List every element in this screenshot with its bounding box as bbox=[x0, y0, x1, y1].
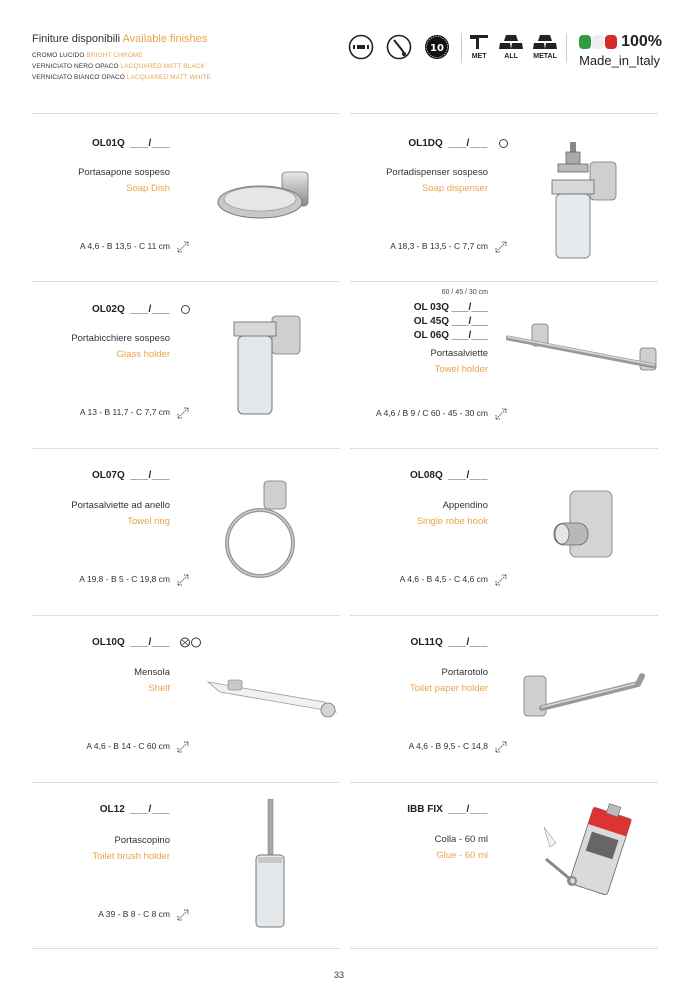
mounting-wrench-icon bbox=[347, 33, 375, 61]
shelf-image bbox=[204, 672, 340, 722]
dimensions-icon bbox=[176, 573, 190, 587]
product-name-it: Colla - 60 ml bbox=[434, 834, 488, 845]
flag-green-icon bbox=[579, 35, 591, 49]
product-code: OL07Q ___/___ bbox=[91, 470, 170, 481]
glue-tube-image bbox=[536, 803, 646, 903]
product-code: OL02Q ___/___ bbox=[91, 304, 170, 315]
finish-options-icon bbox=[180, 637, 202, 648]
row-divider bbox=[350, 948, 658, 949]
product-name-it: Mensola bbox=[134, 667, 170, 678]
metal-label: METAL bbox=[533, 53, 557, 60]
product-card[interactable] bbox=[32, 449, 340, 613]
optional-finish-circle-icon bbox=[499, 139, 508, 148]
row-divider bbox=[32, 948, 340, 949]
product-code: OL11Q ___/___ bbox=[410, 637, 488, 648]
page-number: 33 bbox=[333, 970, 344, 980]
badges bbox=[347, 33, 662, 68]
product-name-it: Portasalviette bbox=[430, 348, 488, 359]
made-in-italy-badge bbox=[579, 33, 662, 68]
product-code: OL10Q ___/___ bbox=[91, 637, 170, 648]
finish-en: LACQUARED MATT BLACK bbox=[120, 63, 206, 70]
all-badge bbox=[498, 33, 524, 60]
met-badge bbox=[468, 33, 490, 60]
badge-separator bbox=[566, 33, 567, 63]
dimensions-icon bbox=[176, 740, 190, 754]
all-label: ALL bbox=[504, 53, 518, 60]
dimensions-icon bbox=[176, 908, 190, 922]
product-dimensions: A 18,3 - B 13,5 - C 7,7 cm bbox=[390, 241, 488, 251]
robe-hook-image bbox=[550, 489, 620, 561]
product-card[interactable] bbox=[350, 114, 658, 278]
product-code: OL08Q ___/___ bbox=[409, 470, 488, 481]
italian-flag-row bbox=[579, 33, 662, 51]
product-dimensions: A 4,6 / B 9 / C 60 - 45 - 30 cm bbox=[376, 408, 488, 418]
ten-year-warranty-icon bbox=[423, 33, 451, 61]
ten-label: 10 bbox=[430, 43, 445, 54]
product-code: OL12 ___/___ bbox=[99, 804, 170, 815]
flag-red-icon bbox=[605, 35, 617, 49]
product-code-line: OL 45Q ___/___ bbox=[413, 316, 488, 327]
product-name-it: Appendino bbox=[442, 500, 488, 511]
towel-ring-image bbox=[222, 479, 302, 589]
product-name-en: Toilet brush holder bbox=[92, 851, 170, 862]
toilet-paper-holder-image bbox=[518, 666, 648, 736]
toilet-brush-holder-image bbox=[250, 799, 290, 931]
product-card[interactable] bbox=[350, 449, 658, 613]
all-bars-icon bbox=[498, 33, 524, 51]
product-name-it: Portasalviette ad anello bbox=[71, 500, 170, 511]
product-card[interactable] bbox=[350, 616, 658, 780]
product-dimensions: A 39 - B 8 - C 8 cm bbox=[98, 909, 170, 919]
met-label: MET bbox=[471, 53, 487, 60]
met-icon bbox=[468, 33, 490, 51]
product-card[interactable] bbox=[350, 282, 658, 446]
metal-bars-icon bbox=[532, 33, 558, 51]
product-card[interactable] bbox=[32, 114, 340, 278]
product-card[interactable] bbox=[32, 282, 340, 446]
soap-dish-image bbox=[212, 164, 322, 234]
finish-it: VERNICIATO NERO OPACO bbox=[32, 63, 119, 70]
dimensions-icon bbox=[494, 240, 508, 254]
glass-holder-image bbox=[230, 312, 310, 422]
product-code-line: OL 06Q ___/___ bbox=[413, 330, 488, 341]
product-dimensions: A 13 - B 11,7 - C 7,7 cm bbox=[79, 407, 170, 417]
soap-dispenser-image bbox=[550, 142, 630, 264]
badge-separator bbox=[461, 33, 462, 63]
product-name-it: Portarotolo bbox=[441, 667, 488, 678]
product-code: OL01Q ___/___ bbox=[91, 138, 170, 149]
product-name-it: Portadispenser sospeso bbox=[386, 167, 488, 178]
finish-it: CROMO LUCIDO bbox=[32, 52, 85, 59]
product-name-en: Glass holder bbox=[116, 349, 170, 360]
finishes-title-it: Finiture disponibili bbox=[32, 33, 121, 45]
finish-it: VERNICIATO BIANCO OPACO bbox=[32, 74, 125, 81]
product-code: IBB FIX ___/___ bbox=[407, 804, 488, 815]
flag-white-icon bbox=[592, 35, 604, 49]
product-dimensions: A 4,6 - B 13,5 - C 11 cm bbox=[79, 241, 170, 251]
product-dimensions: A 4,6 - B 9,5 - C 14,8 bbox=[408, 741, 488, 751]
product-name-en: Single robe hook bbox=[416, 516, 488, 527]
finish-en: LACQUARED MATT WHITE bbox=[126, 74, 211, 81]
product-name-en: Shelf bbox=[148, 683, 170, 694]
finish-en: BRIGHT CHROME bbox=[86, 52, 143, 59]
header bbox=[32, 33, 662, 93]
product-name-it: Portabicchiere sospeso bbox=[71, 333, 170, 344]
product-dimensions: A 19,8 - B 5 - C 19,8 cm bbox=[79, 574, 170, 584]
product-name-en: Soap Dish bbox=[126, 183, 170, 194]
product-card[interactable] bbox=[32, 616, 340, 780]
screw-fixing-icon bbox=[385, 33, 413, 61]
product-name-en: Glue - 60 ml bbox=[436, 850, 488, 861]
optional-finish-circle-icon bbox=[181, 305, 190, 314]
product-name-it: Portascopino bbox=[114, 835, 170, 846]
product-name-en: Soap dispenser bbox=[421, 183, 488, 194]
product-dimensions: A 4,6 - B 14 - C 60 cm bbox=[86, 741, 170, 751]
dimensions-icon bbox=[494, 407, 508, 421]
product-name-en: Towel holder bbox=[434, 364, 488, 375]
made-in-italy-label: Made_in_Italy bbox=[579, 53, 661, 68]
product-name-it: Portasapone sospeso bbox=[78, 167, 170, 178]
product-card[interactable] bbox=[32, 783, 340, 947]
dimensions-icon bbox=[494, 740, 508, 754]
finishes-title-en: Available finishes bbox=[122, 33, 208, 45]
dimensions-icon bbox=[176, 240, 190, 254]
product-dimensions: A 4,6 - B 4,5 - C 4,6 cm bbox=[399, 574, 488, 584]
product-code-line: OL 03Q ___/___ bbox=[413, 302, 488, 313]
product-code: OL1DQ ___/___ bbox=[408, 138, 488, 149]
finish-line bbox=[32, 72, 662, 83]
product-name-en: Toilet paper holder bbox=[409, 683, 488, 694]
dimensions-icon bbox=[176, 406, 190, 420]
product-name-en: Towel ring bbox=[127, 516, 170, 527]
towel-holder-image bbox=[506, 318, 660, 378]
metal-badge bbox=[532, 33, 558, 60]
size-note: 60 / 45 / 30 cm bbox=[441, 289, 488, 296]
hundred-percent-label: 100% bbox=[621, 33, 662, 50]
dimensions-icon bbox=[494, 573, 508, 587]
product-card[interactable] bbox=[350, 783, 658, 947]
